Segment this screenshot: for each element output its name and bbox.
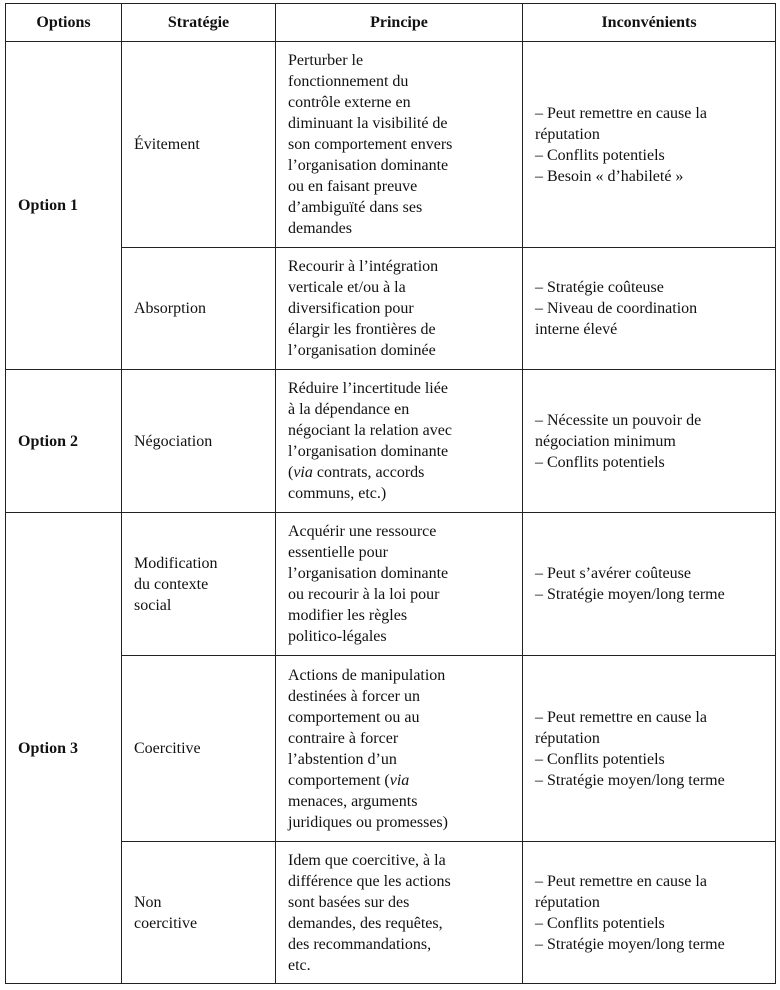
text-line: etc. xyxy=(288,956,311,974)
text-line: Acquérir une ressource xyxy=(288,523,437,540)
text-line: destinées à forcer un xyxy=(288,687,420,705)
text-line: négociant la relation avec xyxy=(288,422,452,439)
text-line: Recourir à l’intégration xyxy=(288,258,439,275)
text-line: – Stratégie moyen/long terme xyxy=(535,771,725,789)
text-line: – Conflits potentiels xyxy=(535,750,665,768)
text-line: juridiques ou promesses) xyxy=(288,813,448,831)
principe-cell xyxy=(276,248,523,370)
text-line: – Conflits potentiels xyxy=(535,146,665,164)
principe-cell xyxy=(276,656,523,842)
header-inconvenients: Inconvénients xyxy=(523,4,776,42)
principe-cell xyxy=(276,370,523,513)
text-line: réputation xyxy=(535,729,600,747)
text-line: Idem que coercitive, à la xyxy=(288,851,446,869)
text-line: Actions de manipulation xyxy=(288,666,446,684)
header-strategie: Stratégie xyxy=(122,4,276,42)
text-line: Réduire l’incertitude liée xyxy=(288,380,448,397)
inconvenients-cell xyxy=(523,656,776,842)
text-line: demandes xyxy=(288,220,352,237)
header-row xyxy=(6,4,776,42)
text-line: – Stratégie coûteuse xyxy=(535,279,664,296)
text-line: l’organisation dominante xyxy=(288,157,449,174)
text-line: Modification xyxy=(134,554,218,572)
text-line: ou en faisant preuve xyxy=(288,178,418,195)
text-line: demandes, des requêtes, xyxy=(288,914,443,932)
text-line: négociation minimum xyxy=(535,432,676,450)
option-label: Option 1 xyxy=(6,42,122,370)
table-row xyxy=(6,42,776,248)
text-line: – Stratégie moyen/long terme xyxy=(535,935,725,953)
table-row xyxy=(6,842,776,984)
inconvenients-cell xyxy=(523,842,776,984)
strategy-cell: Coercitive xyxy=(122,656,276,842)
text-line: d’ambiguïté dans ses xyxy=(288,199,423,216)
table-row xyxy=(6,248,776,370)
text-line: essentielle pour xyxy=(288,544,388,561)
text-line: l’organisation dominée xyxy=(288,342,436,359)
text-line: menaces, arguments xyxy=(288,792,418,810)
text-line: contraire à forcer xyxy=(288,729,399,747)
text-line: – Niveau de coordination xyxy=(535,300,698,317)
text-line: Non xyxy=(134,893,162,911)
text-line: (via contrats, accords xyxy=(288,464,425,481)
principe-cell xyxy=(276,513,523,656)
text-line: communs, etc.) xyxy=(288,485,387,502)
principe-cell xyxy=(276,42,523,248)
text-line: fonctionnement du xyxy=(288,73,409,90)
strategy-cell: Absorption xyxy=(122,248,276,370)
text-line: – Peut remettre en cause la xyxy=(535,872,707,890)
text-line: comportement ou au xyxy=(288,708,420,726)
text-line: réputation xyxy=(535,893,600,911)
text-line: – Peut remettre en cause la xyxy=(535,104,707,122)
text-line: – Peut s’avérer coûteuse xyxy=(535,565,691,582)
text-line: son comportement envers xyxy=(288,136,453,153)
text-line: interne élevé xyxy=(535,321,618,338)
option-label: Option 3 xyxy=(6,513,122,984)
text-line: diminuant la visibilité de xyxy=(288,115,448,132)
text-line: – Besoin « d’habileté » xyxy=(535,167,684,185)
text-line: – Conflits potentiels xyxy=(535,453,665,471)
text-line: du contexte xyxy=(134,575,209,593)
text-line: réputation xyxy=(535,125,600,143)
header-options: Options xyxy=(6,4,122,42)
table-row xyxy=(6,656,776,842)
strategy-cell xyxy=(122,513,276,656)
text-line: l’organisation dominante xyxy=(288,443,449,460)
text-line: ou recourir à la loi pour xyxy=(288,586,440,603)
text-line: l’organisation dominante xyxy=(288,565,449,582)
text-line: sont basées sur des xyxy=(288,893,410,911)
strategy-table xyxy=(5,3,776,984)
text-line: – Stratégie moyen/long terme xyxy=(535,586,725,603)
text-line: des recommandations, xyxy=(288,935,432,953)
text-line: modifier les règles xyxy=(288,607,408,624)
text-line: Perturber le xyxy=(288,52,364,69)
text-line: élargir les frontières de xyxy=(288,321,436,338)
text-line: verticale et/ou à la xyxy=(288,279,406,296)
text-line: différence que les actions xyxy=(288,872,451,890)
strategy-cell: Évitement xyxy=(122,42,276,248)
inconvenients-cell xyxy=(523,370,776,513)
text-line: – Nécessite un pouvoir de xyxy=(535,411,702,429)
text-line: l’abstention d’un xyxy=(288,750,397,768)
principe-cell xyxy=(276,842,523,984)
inconvenients-cell xyxy=(523,42,776,248)
text-line: comportement (via xyxy=(288,771,410,789)
text-line: diversification pour xyxy=(288,300,414,317)
text-line: – Conflits potentiels xyxy=(535,914,665,932)
text-line: – Peut remettre en cause la xyxy=(535,708,707,726)
text-line: à la dépendance en xyxy=(288,401,410,418)
text-line: politico-légales xyxy=(288,628,387,645)
table-row xyxy=(6,513,776,656)
table-row xyxy=(6,370,776,513)
header-principe: Principe xyxy=(276,4,523,42)
text-line: social xyxy=(134,596,172,614)
strategy-cell xyxy=(122,842,276,984)
text-line: coercitive xyxy=(134,914,198,932)
inconvenients-cell xyxy=(523,248,776,370)
strategy-cell: Négociation xyxy=(122,370,276,513)
inconvenients-cell xyxy=(523,513,776,656)
option-label: Option 2 xyxy=(6,370,122,513)
text-line: contrôle externe en xyxy=(288,94,411,111)
